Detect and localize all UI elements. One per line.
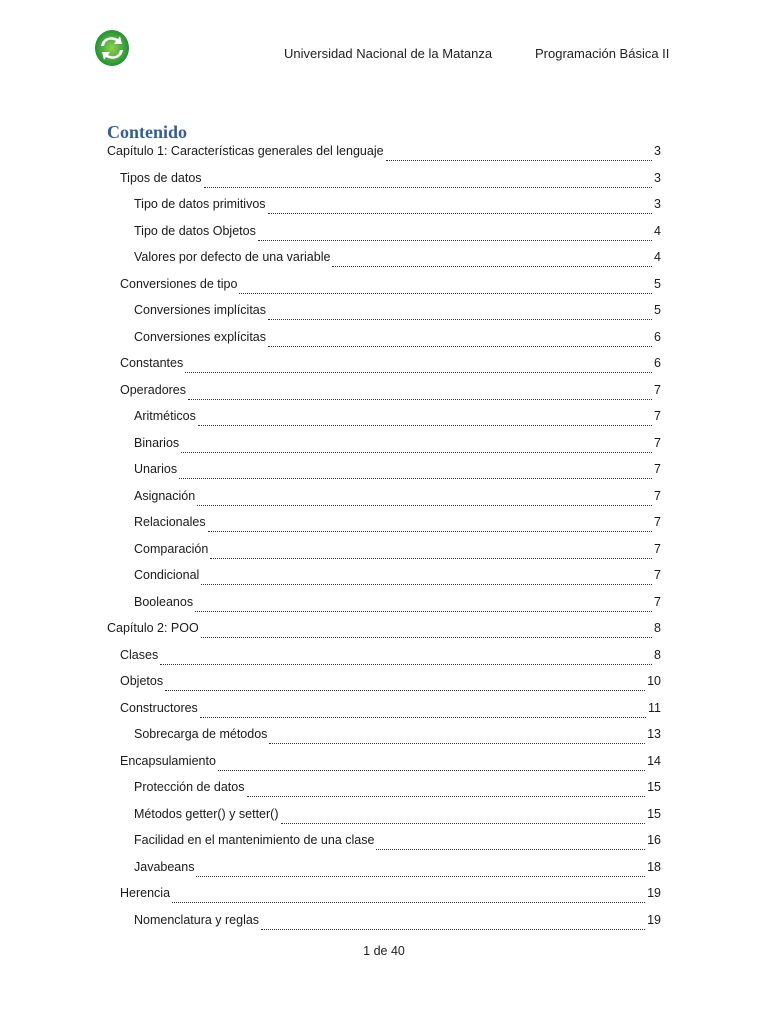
toc-dot-leader [172, 888, 645, 903]
toc-entry-level-3[interactable] [134, 303, 661, 323]
toc-dot-leader [239, 279, 652, 294]
toc-entry-label: Sobrecarga de métodos [134, 727, 268, 741]
toc-entry-label: Constructores [120, 700, 198, 715]
toc-entry-page: 7 [654, 515, 661, 529]
toc-dot-leader [268, 332, 652, 347]
toc-entry-level-2[interactable] [120, 277, 661, 297]
toc-entry-level-2[interactable] [120, 886, 661, 906]
header-course: Programación Básica II [535, 46, 670, 61]
toc-entry-level-2[interactable] [120, 674, 661, 694]
toc-entry-level-3[interactable] [134, 197, 661, 217]
toc-dot-leader [258, 226, 652, 241]
toc-entry-page: 11 [648, 700, 661, 715]
toc-entry-page: 7 [654, 462, 661, 476]
toc-entry-label: Clases [120, 647, 159, 662]
toc-entry-label: Javabeans [134, 859, 195, 874]
toc-entry-label: Herencia [120, 886, 171, 900]
toc-entry-page: 3 [654, 170, 661, 185]
toc-entry-level-3[interactable] [134, 462, 661, 482]
toc-entry-level-3[interactable] [134, 595, 661, 615]
toc-entry-level-3[interactable] [134, 913, 661, 933]
toc-dot-leader [386, 146, 652, 161]
toc-dot-leader [376, 835, 645, 850]
toc-entry-label: Métodos getter() y setter() [134, 806, 279, 821]
toc-entry-page: 15 [647, 780, 661, 794]
toc-entry-level-3[interactable] [134, 409, 661, 429]
toc-entry-page: 8 [654, 647, 661, 662]
toc-entry-page: 19 [647, 886, 661, 900]
toc-dot-leader [195, 597, 652, 612]
toc-entry-level-3[interactable] [134, 489, 661, 509]
toc-entry-level-3[interactable] [134, 330, 661, 350]
toc-entry-label: Facilidad en el mantenimiento de una clase [134, 833, 375, 847]
recycle-arrows-logo-icon [94, 29, 130, 67]
toc-entry-label: Booleanos [134, 594, 194, 609]
toc-dot-leader [160, 650, 652, 665]
toc-entry-page: 14 [647, 753, 661, 768]
toc-entry-level-3[interactable] [134, 224, 661, 244]
toc-entry-level-2[interactable] [120, 171, 661, 191]
toc-dot-leader [268, 199, 653, 214]
page-header [0, 0, 768, 90]
toc-dot-leader [210, 544, 652, 559]
toc-entry-page: 7 [654, 435, 661, 450]
toc-entry-page: 4 [654, 223, 661, 238]
toc-entry-label: Condicional [134, 568, 200, 582]
toc-dot-leader [208, 517, 652, 532]
toc-dot-leader [185, 358, 652, 373]
toc-dot-leader [247, 782, 646, 797]
toc-entry-label: Objetos [120, 674, 164, 688]
toc-entry-level-3[interactable] [134, 807, 661, 827]
toc-entry-page: 15 [647, 806, 661, 821]
toc-entry-level-3[interactable] [134, 568, 661, 588]
toc-dot-leader [179, 464, 652, 479]
toc-entry-page: 7 [654, 594, 661, 609]
toc-entry-label: Encapsulamiento [120, 753, 216, 768]
toc-dot-leader [181, 438, 652, 453]
toc-title: Contenido [107, 122, 188, 142]
toc-entry-page: 7 [654, 541, 661, 556]
toc-entry-page: 3 [654, 197, 661, 211]
toc-entry-level-2[interactable] [120, 754, 661, 774]
toc-dot-leader [204, 173, 653, 188]
toc-dot-leader [268, 305, 652, 320]
toc-entry-label: Aritméticos [134, 409, 196, 423]
toc-entry-label: Binarios [134, 435, 180, 450]
toc-entry-level-2[interactable] [120, 701, 661, 721]
toc-entry-label: Capítulo 2: POO [107, 621, 199, 635]
toc-entry-level-3[interactable] [134, 542, 661, 562]
toc-entry-page: 7 [654, 568, 661, 582]
toc-entry-page: 6 [654, 329, 661, 344]
toc-entry-level-3[interactable] [134, 833, 661, 853]
header-university: Universidad Nacional de la Matanza [284, 46, 493, 61]
toc-entry-level-2[interactable] [120, 356, 661, 376]
toc-entry-label: Valores por defecto de una variable [134, 250, 331, 264]
toc-dot-leader [188, 385, 652, 400]
toc-entry-page: 5 [654, 303, 661, 317]
toc-entry-label: Unarios [134, 462, 178, 476]
toc-entry-label: Tipos de datos [120, 170, 202, 185]
toc-entry-level-3[interactable] [134, 860, 661, 880]
toc-entry-level-3[interactable] [134, 780, 661, 800]
toc-entry-level-2[interactable] [120, 383, 661, 403]
toc-entry-page: 16 [647, 833, 661, 847]
toc-entry-label: Operadores [120, 382, 187, 397]
toc-entry-label: Conversiones explícitas [134, 329, 267, 344]
toc-entry-page: 3 [654, 144, 661, 158]
toc-entry-level-3[interactable] [134, 727, 661, 747]
toc-entry-page: 4 [654, 250, 661, 264]
toc-entry-page: 7 [654, 488, 661, 503]
toc-entry-page: 10 [647, 674, 661, 688]
toc-entry-page: 8 [654, 621, 661, 635]
toc-entry-label: Conversiones de tipo [120, 276, 238, 291]
toc-entry-page: 19 [647, 912, 661, 927]
toc-entry-page: 18 [647, 859, 661, 874]
page-indicator: 1 de 40 [363, 944, 405, 958]
toc-entry-label: Tipo de datos primitivos [134, 197, 266, 211]
toc-dot-leader [198, 411, 652, 426]
toc-entry-label: Comparación [134, 541, 209, 556]
toc-dot-leader [261, 915, 645, 930]
toc-entry-label: Protección de datos [134, 780, 245, 794]
toc-dot-leader [165, 676, 645, 691]
toc-entry-page: 7 [654, 409, 661, 423]
toc-entry-label: Constantes [120, 356, 184, 370]
toc-dot-leader [218, 756, 645, 771]
toc-entry-level-1[interactable] [107, 144, 661, 164]
toc-entry-page: 13 [647, 727, 661, 741]
toc-dot-leader [281, 809, 646, 824]
toc-entry-level-3[interactable] [134, 436, 661, 456]
toc-entry-page: 5 [654, 276, 661, 291]
toc-dot-leader [197, 491, 652, 506]
toc-entry-label: Conversiones implícitas [134, 303, 266, 317]
toc-dot-leader [332, 252, 652, 267]
toc-dot-leader [196, 862, 645, 877]
toc-dot-leader [201, 570, 652, 585]
toc-dot-leader [200, 703, 646, 718]
toc-entry-level-3[interactable] [134, 250, 661, 270]
toc-entry-label: Relacionales [134, 515, 206, 529]
toc-entry-level-3[interactable] [134, 515, 661, 535]
toc-entry-label: Nomenclatura y reglas [134, 912, 260, 927]
toc-entry-page: 6 [654, 356, 661, 370]
toc-entry-label: Capítulo 1: Características generales del lenguaje [107, 144, 384, 158]
toc-entry-page: 7 [654, 382, 661, 397]
toc-dot-leader [201, 623, 652, 638]
toc-entry-label: Asignación [134, 488, 196, 503]
toc-dot-leader [269, 729, 645, 744]
toc-entry-level-1[interactable] [107, 621, 661, 641]
toc-entry-level-2[interactable] [120, 648, 661, 668]
toc-entry-label: Tipo de datos Objetos [134, 223, 256, 238]
